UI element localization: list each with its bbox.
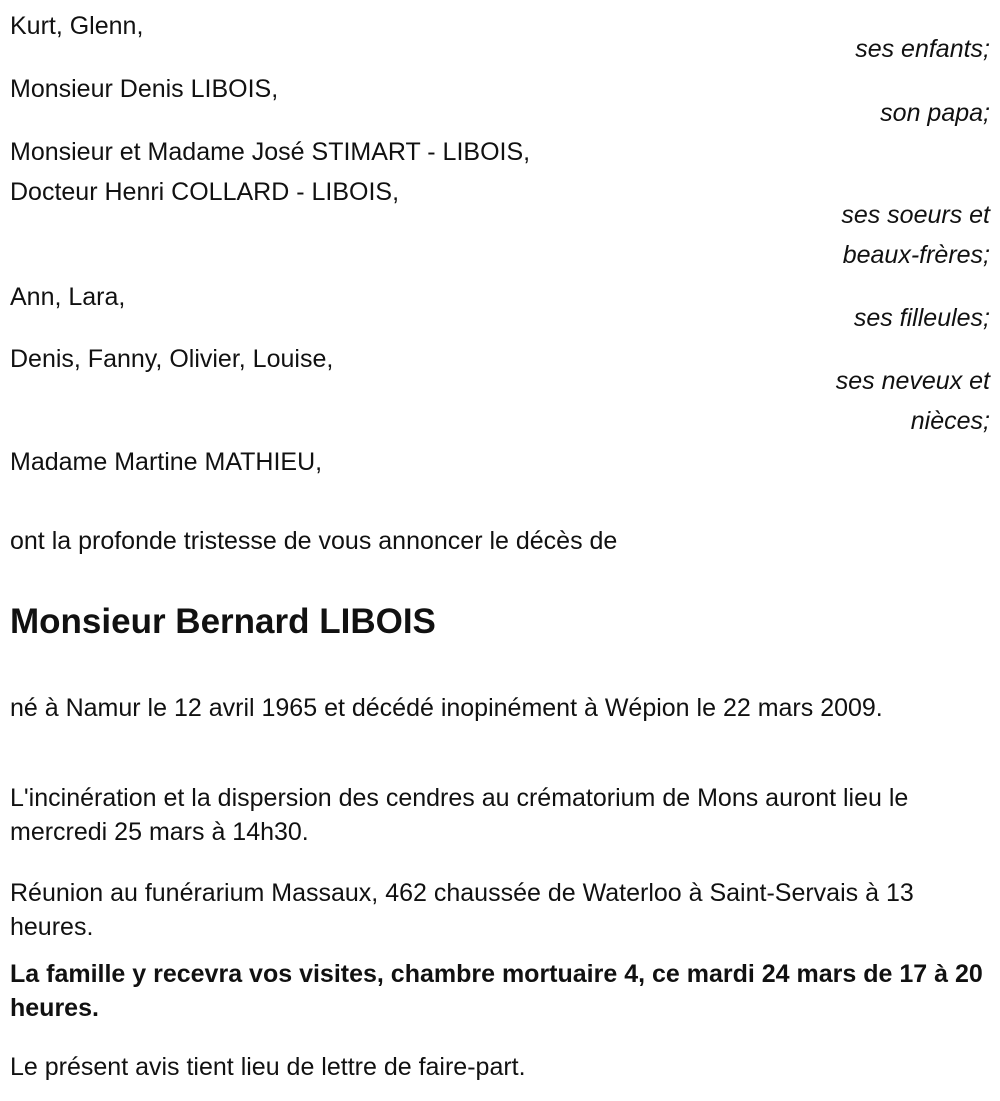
family-names: Ann, Lara,: [10, 283, 126, 311]
family-names: Madame Martine MATHIEU,: [10, 448, 323, 476]
family-names: Denis, Fanny, Olivier, Louise,: [10, 345, 334, 373]
family-names: Docteur Henri COLLARD - LIBOIS,: [10, 178, 400, 206]
family-relation: ses neveux et: [835, 367, 990, 395]
closing-paragraph: Le présent avis tient lieu de lettre de faire-part.: [10, 1053, 526, 1081]
family-names: Monsieur et Madame José STIMART - LIBOIS,: [10, 138, 531, 166]
family-relation: ses filleules;: [853, 304, 990, 332]
family-names: Kurt, Glenn,: [10, 12, 144, 40]
deceased-name: Monsieur Bernard LIBOIS: [10, 602, 436, 641]
family-relation: son papa;: [880, 99, 990, 127]
family-names: Monsieur Denis LIBOIS,: [10, 75, 279, 103]
birth-death-paragraph: né à Namur le 12 avril 1965 et décédé inopinément à Wépion le 22 mars 2009.: [10, 694, 883, 722]
cremation-paragraph: L'incinération et la dispersion des cendres au crématorium de Mons auront lieu le mercredi 25 mars à 14h30.: [10, 784, 909, 846]
family-relation: nièces;: [910, 407, 990, 435]
visits-paragraph: La famille y recevra vos visites, chambre mortuaire 4, ce mardi 24 mars de 17 à 20 heures.: [10, 960, 983, 1022]
reunion-paragraph: Réunion au funérarium Massaux, 462 chaussée de Waterloo à Saint-Servais à 13 heures.: [10, 879, 914, 941]
family-relation: ses soeurs et: [841, 201, 990, 229]
family-relation: ses enfants;: [855, 35, 990, 63]
family-relation: beaux-frères;: [842, 241, 990, 269]
announcement: ont la profonde tristesse de vous annoncer le décès de: [10, 527, 618, 555]
